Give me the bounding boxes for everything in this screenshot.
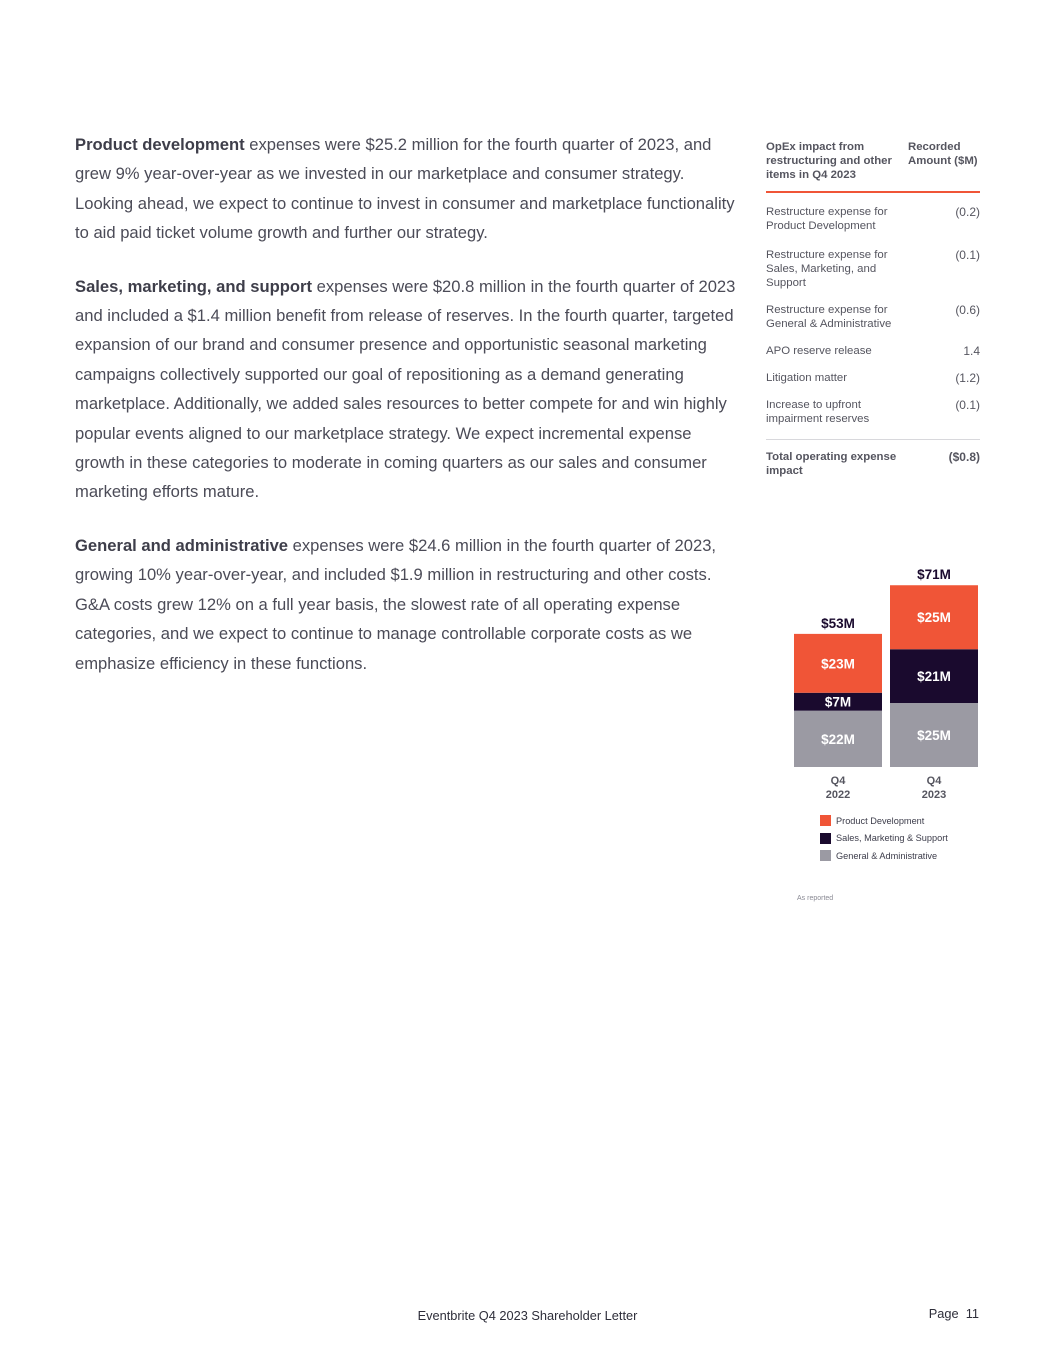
source-note: As reported	[797, 895, 834, 902]
legend-label: Sales, Marketing & Support	[836, 833, 948, 844]
legend-swatch	[820, 850, 831, 861]
paragraph-text: expenses were $20.8 million in the fourth quarter of 2023 and included a $1.4 million benefit from release of reserves. In the fourth quarter, targeted expansion of our brand and consumer presence and opportunistic seasonal marketing campaigns collectively supported our goal of repositioning as a demand generating marketplace. Additionally, we added sales resources to better compete for and win highly popular events aligned to our marketplace strategy. We expect incremental expense growth in these categories to moderate in coming quarters as our sales and consumer marketing efforts mature.	[75, 276, 736, 502]
body-text	[75, 130, 745, 702]
header-amount: Recorded Amount ($M)	[908, 141, 978, 167]
total-label: $71M	[917, 567, 951, 583]
footer-title: Eventbrite Q4 2023 Shareholder Letter	[417, 1308, 638, 1323]
row-value: (0.1)	[955, 248, 980, 262]
data-label: $25M	[917, 728, 951, 743]
table-row	[766, 398, 980, 426]
row-value: (0.1)	[955, 398, 980, 412]
table-row	[766, 205, 980, 233]
paragraph-sales-marketing	[75, 272, 745, 507]
opex-stacked-bar-chart	[780, 560, 1000, 815]
category-label: Q4	[830, 775, 846, 787]
paragraph-lead: Sales, marketing, and support	[75, 276, 312, 296]
row-value: 1.4	[963, 344, 980, 358]
total-label: Total operating expense impact	[766, 451, 897, 477]
table-row	[766, 344, 980, 358]
legend-label: Product Development	[836, 815, 925, 826]
chart-canvas	[780, 560, 1000, 810]
data-label: $7M	[824, 694, 852, 710]
chart-legend	[820, 812, 948, 865]
legend-item	[820, 847, 948, 865]
legend-swatch	[820, 833, 831, 844]
total-value: ($0.8)	[948, 450, 980, 464]
row-label: APO reserve release	[766, 345, 872, 357]
page-label: Page	[928, 1306, 959, 1321]
page-number-value: 11	[965, 1306, 979, 1321]
data-label: $21M	[917, 669, 951, 685]
data-label: $22M	[821, 731, 855, 747]
category-label: 2023	[921, 789, 947, 801]
legend-swatch	[820, 815, 831, 826]
row-value: (0.6)	[955, 303, 980, 317]
legend-item	[820, 830, 948, 848]
paragraph-general-admin	[75, 531, 745, 678]
table-row	[766, 303, 980, 331]
table-row	[766, 248, 980, 290]
total-label: $53M	[821, 615, 855, 631]
category-label: 2022	[825, 789, 851, 801]
data-label: $23M	[821, 656, 855, 672]
table-total-row	[766, 439, 980, 478]
row-label: Increase to upfront impairment reserves	[766, 399, 870, 425]
row-label: Restructure expense for Sales, Marketing, and Support	[766, 249, 888, 289]
paragraph-product-development	[75, 130, 745, 248]
row-value: (0.2)	[955, 205, 980, 219]
paragraph-lead: General and administrative	[75, 535, 289, 555]
opex-impact-table	[766, 140, 980, 478]
row-value: (1.2)	[955, 371, 980, 385]
table-header	[766, 140, 980, 193]
paragraph-text: expenses were $24.6 million in the fourth quarter of 2023, growing 10% year-over-year, and included $1.9 million in restructuring and other costs. G&A costs grew 12% on a full year basis, the slowest rate of all operating expense categories, and we expect to continue to manage controllable corporate costs as we emphasize efficiency in these functions.	[75, 535, 717, 673]
row-label: Litigation matter	[766, 372, 848, 384]
table-row	[766, 371, 980, 385]
header-item: OpEx impact from restructuring and other items in Q4 2023	[766, 141, 892, 181]
legend-item	[820, 812, 948, 830]
row-label: Restructure expense for Product Development	[766, 206, 888, 232]
row-label: Restructure expense for General & Administrative	[766, 304, 892, 330]
paragraph-text: expenses were $25.2 million for the fourth quarter of 2023, and grew 9% year-over-year as we invested in our marketplace and consumer strategy. Looking ahead, we expect to continue to invest in consumer and marketplace functionality to aid paid ticket volume growth and further our strategy.	[75, 135, 735, 243]
data-label: $25M	[917, 610, 951, 626]
page-number	[929, 1306, 979, 1321]
category-label: Q4	[926, 775, 942, 787]
legend-label: General & Administrative	[836, 850, 938, 861]
paragraph-lead: Product development	[75, 135, 245, 154]
